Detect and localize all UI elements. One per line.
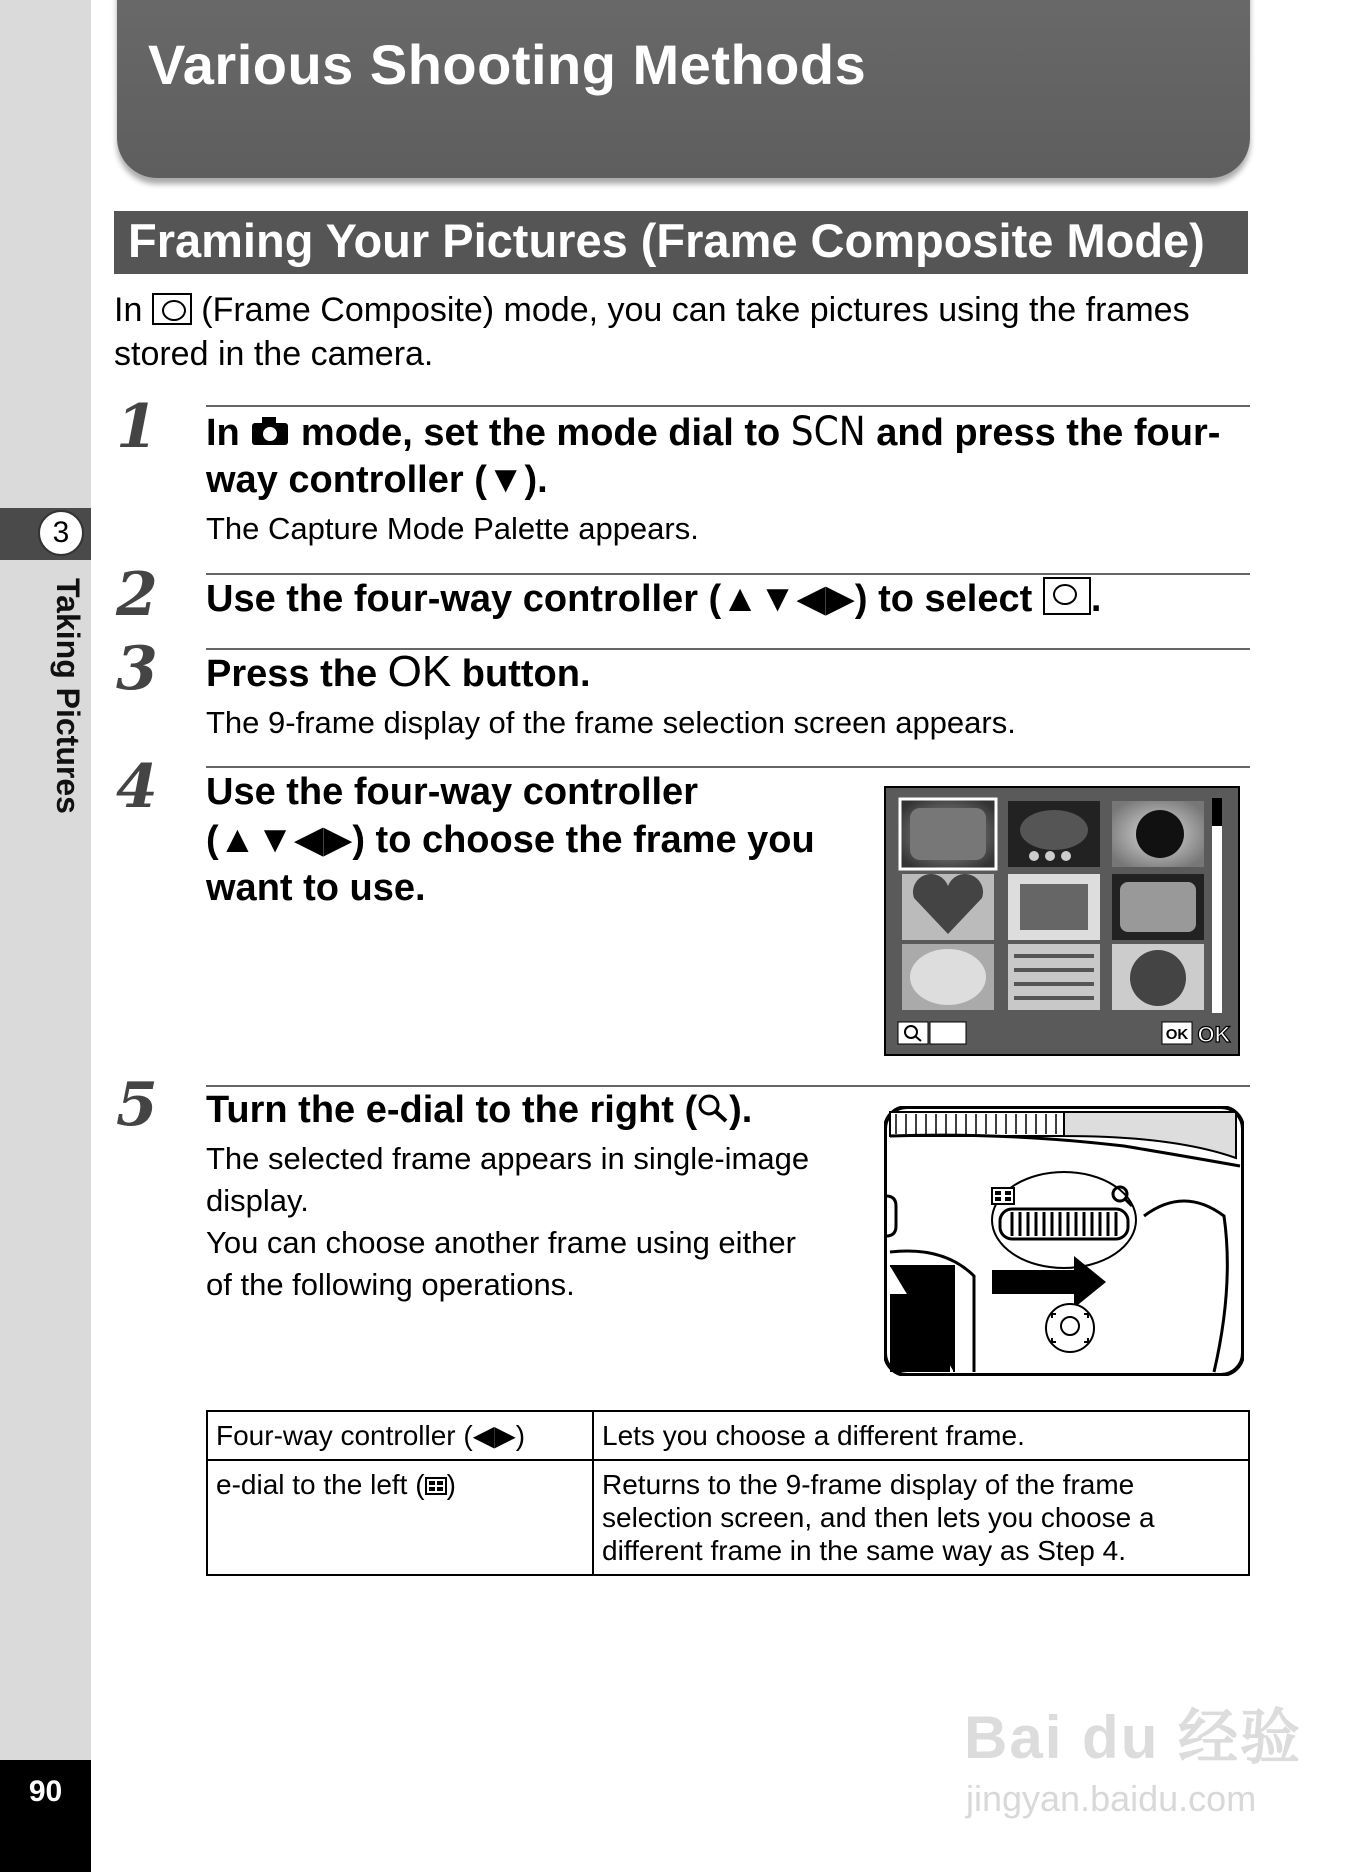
effect-line: Returns to the 9-frame display of the frame xyxy=(602,1469,1135,1500)
frame-selection-screen xyxy=(884,786,1240,1056)
step-4-number: 4 xyxy=(116,752,158,822)
watermark-url: jingyan.baidu.com xyxy=(966,1778,1257,1819)
table-row xyxy=(207,1460,1249,1575)
step-5-sub-line2: display. xyxy=(206,1183,309,1218)
intro-line2: stored in the camera. xyxy=(114,335,434,373)
step-2-heading-text: Use the four-way controller (▲▼◀▶) to select xyxy=(206,578,1033,620)
step-3-number: 3 xyxy=(116,634,158,704)
effect-line: different frame in the same way as Step 4. xyxy=(602,1535,1126,1566)
step-4-heading-line3: want to use. xyxy=(206,867,426,909)
table-cell-control xyxy=(207,1411,593,1460)
table-cell-control xyxy=(207,1460,593,1575)
operations-table xyxy=(206,1410,1250,1576)
chapter-title: Taking Pictures xyxy=(50,578,86,814)
camera-icon xyxy=(250,415,290,447)
intro-paragraph xyxy=(114,288,1254,376)
control-text: Four-way controller (◀▶) xyxy=(216,1420,526,1451)
step-4-heading-line1: Use the four-way controller xyxy=(206,771,698,813)
step-2-period: . xyxy=(1090,578,1102,620)
chapter-number: 3 xyxy=(38,510,84,556)
step-3-heading-a: Press the xyxy=(206,653,378,695)
step-5-sub-line1: The selected frame appears in single-image xyxy=(206,1141,810,1176)
scrollbar xyxy=(1212,798,1222,1013)
step-5-heading-end: ). xyxy=(729,1089,753,1131)
step-5-sub-line4: of the following operations. xyxy=(206,1267,575,1302)
ok-button-label: OK xyxy=(387,647,452,696)
step-1-heading-c: and press the four- xyxy=(876,412,1221,454)
step-5-heading-text: Turn the e-dial to the right ( xyxy=(206,1089,698,1131)
intro-post: (Frame Composite) mode, you can take pictures using the frames xyxy=(201,291,1190,329)
step-1-number: 1 xyxy=(116,392,158,462)
thumbnail-icon xyxy=(425,1476,447,1496)
step-5-number: 5 xyxy=(116,1070,158,1140)
watermark-logo: Bai du 经验 xyxy=(964,1704,1303,1771)
effect-text: Lets you choose a different frame. xyxy=(602,1420,1025,1451)
step-5-sub-line3: You can choose another frame using either xyxy=(206,1225,796,1260)
step-1-heading-b: mode, set the mode dial to xyxy=(300,412,781,454)
ok-small-label: OK xyxy=(1165,1026,1189,1043)
side-margin-bar xyxy=(0,0,91,1872)
zoom-icon xyxy=(697,1093,729,1125)
thumbnail-icon xyxy=(992,1188,1014,1204)
page-title: Various Shooting Methods xyxy=(148,33,867,96)
table-row xyxy=(207,1411,1249,1460)
intro-pre: In xyxy=(114,291,143,329)
control-text-b: ) xyxy=(446,1469,456,1500)
e-dial-illustration xyxy=(884,1106,1244,1376)
frame-composite-icon xyxy=(1043,577,1091,615)
step-1-heading xyxy=(206,408,1266,457)
step-1-sub: The Capture Mode Palette appears. xyxy=(206,511,699,546)
table-cell-effect xyxy=(593,1460,1249,1575)
frame-composite-icon xyxy=(152,293,192,325)
step-1-heading-line2: way controller (▼). xyxy=(206,459,548,501)
ok-large-label: OK xyxy=(1197,1022,1231,1047)
page-number: 90 xyxy=(28,1775,63,1808)
step-5-sub xyxy=(206,1138,866,1306)
scn-mode-label: SCN xyxy=(790,409,866,455)
control-text-a: e-dial to the left ( xyxy=(216,1469,425,1500)
table-cell-effect xyxy=(593,1411,1249,1460)
section-title: Framing Your Pictures (Frame Composite Mode) xyxy=(128,214,1205,267)
step-4-heading xyxy=(206,768,866,912)
step-3-sub: The 9-frame display of the frame selection screen appears. xyxy=(206,705,1016,740)
step-2-number: 2 xyxy=(116,560,158,630)
frame-thumb-8 xyxy=(1008,944,1100,1010)
step-3-heading xyxy=(206,648,591,698)
step-4-heading-line2: (▲▼◀▶) to choose the frame you xyxy=(206,819,815,861)
face-detect-button-icon xyxy=(1046,1304,1094,1352)
step-3-heading-b: button. xyxy=(461,653,591,695)
step-5-heading xyxy=(206,1086,752,1134)
step-1-rule xyxy=(206,405,1250,407)
step-2-heading xyxy=(206,575,1101,623)
effect-line: selection screen, and then lets you choose a xyxy=(602,1502,1155,1533)
step-1-heading-a: In xyxy=(206,412,240,454)
